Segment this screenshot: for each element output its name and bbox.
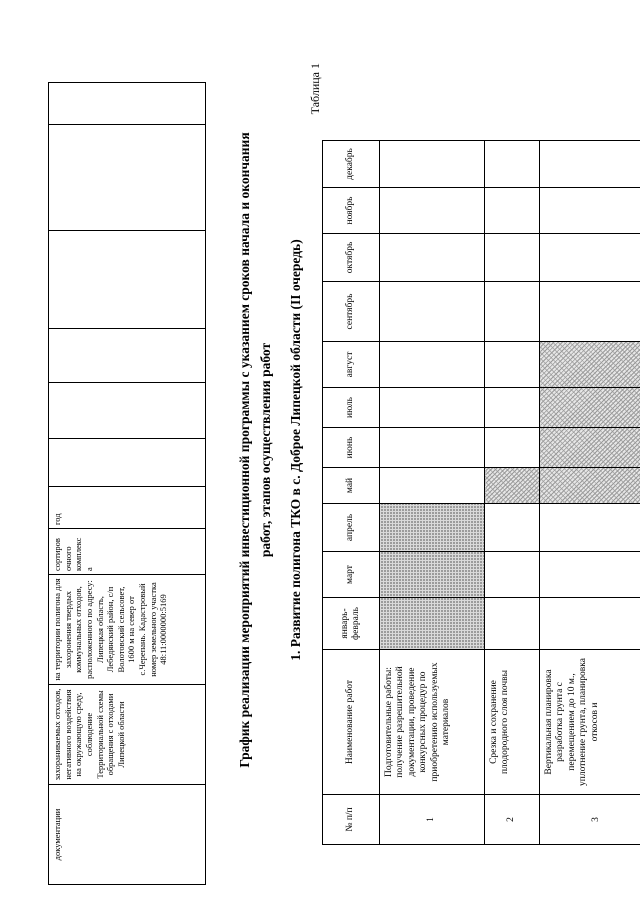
section-title: 1. Развитие полигона ТКО в с. Доброе Липецкой области (II очередь) bbox=[288, 239, 303, 661]
month-cell bbox=[485, 552, 540, 598]
month-cell bbox=[485, 188, 540, 234]
month-cell bbox=[380, 428, 485, 468]
table-cell bbox=[49, 83, 206, 125]
col-header: июль bbox=[323, 388, 380, 428]
col-header: декабрь bbox=[323, 141, 380, 188]
month-cell bbox=[540, 141, 640, 188]
col-header: апрель bbox=[323, 504, 380, 552]
table-cell bbox=[49, 125, 206, 231]
month-cell bbox=[380, 468, 485, 504]
col-header: май bbox=[323, 468, 380, 504]
work-name: Подготовительные работы: получение разрешительной документации, проведение конкурсных процедур по приобретению используемых материалов bbox=[380, 650, 485, 795]
work-name: Срезка и сохранение плодородного слоя почвы bbox=[485, 650, 540, 795]
row-number: 2 bbox=[485, 795, 540, 845]
table-cell bbox=[49, 231, 206, 329]
month-cell bbox=[540, 552, 640, 598]
scheduled-period-cell bbox=[540, 388, 640, 428]
table-cell: документации bbox=[49, 785, 206, 885]
month-cell bbox=[380, 282, 485, 342]
col-header: Наименование работ bbox=[323, 650, 380, 795]
schedule-table bbox=[322, 140, 640, 845]
scheduled-period-cell bbox=[380, 598, 485, 650]
month-cell bbox=[380, 141, 485, 188]
table-cell bbox=[49, 439, 206, 487]
row-number: 3 bbox=[540, 795, 640, 845]
table-cell: год bbox=[49, 487, 206, 529]
table-row bbox=[540, 141, 640, 845]
col-header: октябрь bbox=[323, 234, 380, 282]
row-number: 1 bbox=[380, 795, 485, 845]
month-cell bbox=[485, 234, 540, 282]
col-header: март bbox=[323, 552, 380, 598]
title-line-2: работ, этапов осуществления работ bbox=[257, 342, 273, 558]
month-cell bbox=[380, 388, 485, 428]
month-cell bbox=[540, 504, 640, 552]
month-cell bbox=[485, 428, 540, 468]
table-row bbox=[49, 83, 206, 885]
scheduled-period-cell bbox=[380, 504, 485, 552]
table-cell bbox=[49, 383, 206, 439]
scheduled-period-cell bbox=[540, 468, 640, 504]
month-cell bbox=[485, 342, 540, 388]
scheduled-period-cell bbox=[540, 342, 640, 388]
month-cell bbox=[485, 282, 540, 342]
table-cell: на территории полигона для захоронения твердых коммунальных отходов, расположенного по адресу: Липецкая область, Лебедянский район, с/п Волотовский сельсовет, 1600 м на север от с.Черепань. Кадастровый номер земельного участка 48:11:0000000:5169 bbox=[49, 575, 206, 685]
table-number: Таблица 1 bbox=[308, 63, 322, 115]
table-row bbox=[380, 141, 485, 845]
month-cell bbox=[380, 342, 485, 388]
col-header: № п/п bbox=[323, 795, 380, 845]
month-cell bbox=[540, 188, 640, 234]
title-line-1: График реализации мероприятий инвестиционной программы с указанием сроков начала и окончания bbox=[237, 132, 252, 768]
table-row bbox=[485, 141, 540, 845]
col-header: июнь bbox=[323, 428, 380, 468]
month-cell bbox=[380, 234, 485, 282]
col-header: август bbox=[323, 342, 380, 388]
scheduled-period-cell bbox=[540, 428, 640, 468]
page-title bbox=[235, 55, 277, 845]
table-cell: захораниваемых отходов, негативного воздействия на окружающую среду, соблюдение Территориальной схемы обращения с отходами Липецкой области bbox=[49, 685, 206, 785]
continuation-table bbox=[48, 82, 206, 885]
table-cell: сортиров очного комплекс а bbox=[49, 529, 206, 575]
month-cell bbox=[540, 598, 640, 650]
month-cell bbox=[540, 234, 640, 282]
work-name: Вертикальная планировка разработка грунта с перемещением до 10 м., уплотнение грунта, планировка откосов и bbox=[540, 650, 640, 795]
month-cell bbox=[485, 141, 540, 188]
scheduled-period-cell bbox=[485, 468, 540, 504]
month-cell bbox=[485, 598, 540, 650]
col-header: ноябрь bbox=[323, 188, 380, 234]
month-cell bbox=[380, 188, 485, 234]
month-cell bbox=[540, 282, 640, 342]
col-header: январь-февраль bbox=[323, 598, 380, 650]
table-cell bbox=[49, 329, 206, 383]
month-cell bbox=[485, 504, 540, 552]
scheduled-period-cell bbox=[380, 552, 485, 598]
month-cell bbox=[485, 388, 540, 428]
header-row bbox=[323, 141, 380, 845]
col-header: сентябрь bbox=[323, 282, 380, 342]
